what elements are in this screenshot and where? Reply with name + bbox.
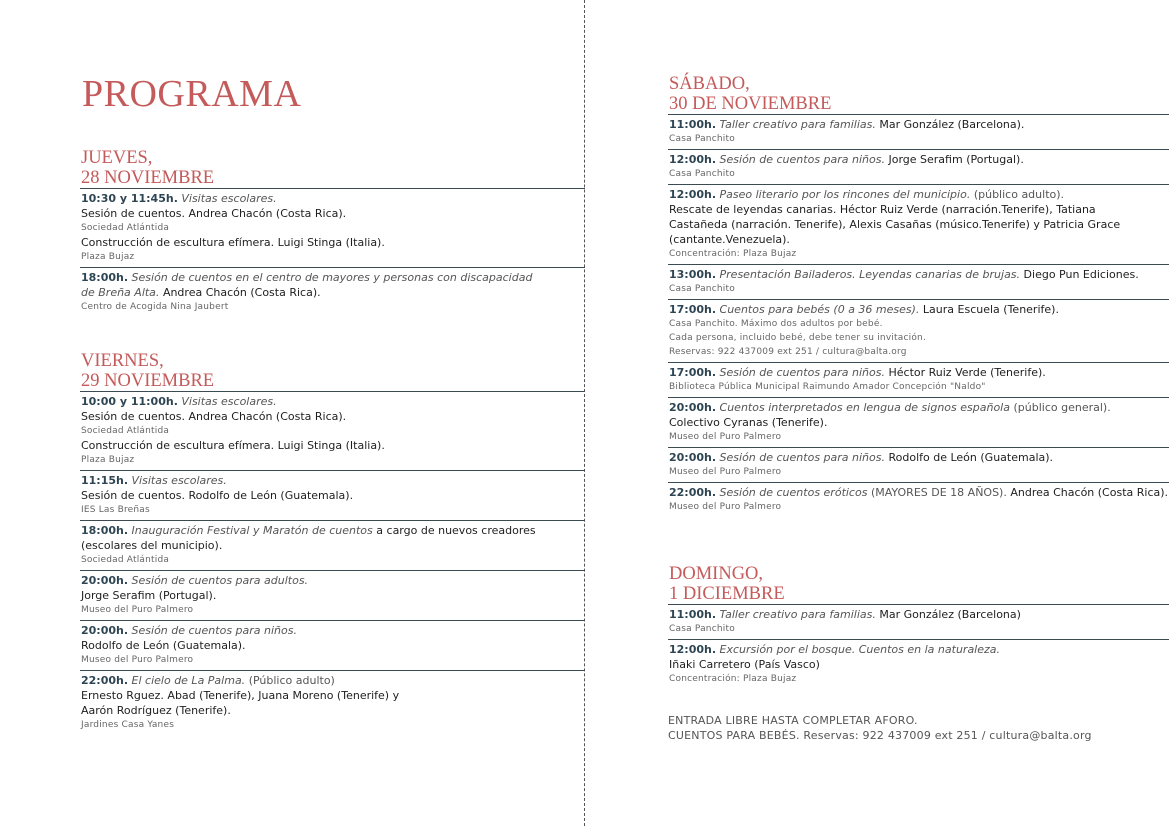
event-time: 13:00h.	[669, 268, 717, 281]
event-venue: Museo del Puro Palmero	[669, 432, 782, 442]
event-time: 18:00h.	[81, 271, 129, 284]
event-description: Rescate de leyendas canarias.	[669, 203, 837, 216]
event-performer: Colectivo Cyranas (Tenerife).	[669, 416, 828, 429]
event-note: (MAYORES DE 18 AÑOS).	[870, 486, 1007, 499]
event-activity: Visitas escolares.	[181, 395, 277, 408]
event-description: Sesión de cuentos.	[81, 207, 186, 220]
event-time: 12:00h.	[669, 188, 717, 201]
day-date: 30 DE NOVIEMBRE	[669, 94, 832, 114]
event-venue: Jardines Casa Yanes	[81, 720, 175, 730]
page-title: PROGRAMA	[82, 73, 302, 115]
event-item	[668, 114, 1169, 149]
event-item	[668, 639, 1169, 689]
event-performer: Andrea Chacón (Costa Rica).	[1010, 486, 1169, 499]
event-item	[80, 188, 585, 267]
event-performer: Héctor Ruiz Verde (Tenerife).	[888, 366, 1046, 379]
event-venue: Plaza Bujaz	[81, 252, 135, 262]
event-activity: Visitas escolares.	[131, 474, 227, 487]
event-activity: Excursión por el bosque. Cuentos en la naturaleza.	[719, 643, 1001, 656]
day-name: DOMINGO,	[669, 564, 764, 584]
event-item	[668, 299, 1169, 362]
day-domingo	[668, 564, 1169, 689]
event-note: (público general).	[1013, 401, 1111, 414]
event-activity: Taller creativo para familias.	[719, 118, 876, 131]
event-activity: Sesión de cuentos para niños.	[719, 153, 885, 166]
event-item	[668, 604, 1169, 639]
event-activity: Inauguración Festival y Maratón de cuentos	[131, 524, 373, 537]
event-activity: Sesión de cuentos para adultos.	[131, 574, 309, 587]
day-heading	[668, 564, 1169, 604]
event-venue: Casa Panchito	[669, 134, 735, 144]
day-name: VIERNES,	[81, 351, 164, 371]
event-performer: Castañeda (narración. Tenerife), Alexis Casañas (músico.Tenerife) y Patricia Grace	[669, 218, 1121, 231]
event-venue: Centro de Acogida Nina Jaubert	[81, 302, 229, 312]
event-performer: Jorge Serafim (Portugal).	[888, 153, 1024, 166]
event-reservation: Reservas: 922 437009 ext 251 / cultura@balta.org	[669, 347, 907, 357]
event-item	[668, 149, 1169, 184]
event-venue: IES Las Breñas	[81, 505, 150, 515]
event-venue: Concentración: Plaza Bujaz	[669, 249, 797, 259]
footer-line: ENTRADA LIBRE HASTA COMPLETAR AFORO.	[668, 714, 918, 727]
event-list	[668, 604, 1169, 689]
event-description: Construcción de escultura efímera.	[81, 439, 275, 452]
event-time: 18:00h.	[81, 524, 129, 537]
event-activity: Sesión de cuentos eróticos	[719, 486, 868, 499]
event-activity: Visitas escolares.	[181, 192, 277, 205]
event-venue: Casa Panchito	[669, 284, 735, 294]
event-time: 11:15h.	[81, 474, 129, 487]
event-performer: Rodolfo de León (Guatemala).	[81, 639, 246, 652]
event-activity: Sesión de cuentos en el centro de mayores y personas con discapacidad	[131, 271, 533, 284]
event-time: 11:00h.	[669, 118, 717, 131]
event-time: 20:00h.	[81, 624, 129, 637]
event-performer: Rodolfo de León (Guatemala).	[188, 489, 354, 502]
day-viernes	[80, 351, 585, 735]
event-item	[668, 264, 1169, 299]
event-time: 22:00h.	[669, 486, 717, 499]
event-performer: Mar González (Barcelona)	[879, 608, 1021, 621]
event-time: 12:00h.	[669, 153, 717, 166]
event-time: 17:00h.	[669, 366, 717, 379]
day-date: 29 NOVIEMBRE	[81, 371, 215, 391]
event-time: 20:00h.	[669, 451, 717, 464]
event-venue: Casa Panchito. Máximo dos adultos por bebé.	[669, 319, 883, 329]
event-list	[80, 188, 585, 317]
event-performer: Aarón Rodríguez (Tenerife).	[81, 704, 231, 717]
event-venue: Museo del Puro Palmero	[81, 655, 194, 665]
day-date: 28 NOVIEMBRE	[81, 168, 215, 188]
event-time: 10:30 y 11:45h.	[81, 192, 178, 205]
event-venue: Concentración: Plaza Bujaz	[669, 674, 797, 684]
event-description: Sesión de cuentos.	[81, 410, 186, 423]
event-activity: Sesión de cuentos para niños.	[131, 624, 297, 637]
event-venue: Sociedad Atlántida	[81, 426, 170, 436]
event-item	[80, 470, 585, 520]
event-list	[668, 114, 1169, 517]
event-item	[80, 391, 585, 470]
event-activity: Taller creativo para familias.	[719, 608, 876, 621]
event-time: 10:00 y 11:00h.	[81, 395, 178, 408]
event-performer: Ernesto Rguez. Abad (Tenerife), Juana Moreno (Tenerife) y	[81, 689, 400, 702]
event-item	[668, 397, 1169, 447]
event-performer: Andrea Chacón (Costa Rica).	[188, 410, 347, 423]
day-jueves	[80, 148, 585, 317]
event-time: 20:00h.	[81, 574, 129, 587]
event-performer: Diego Pun Ediciones.	[1023, 268, 1139, 281]
event-time: 20:00h.	[669, 401, 717, 414]
event-venue: Casa Panchito	[669, 169, 735, 179]
event-activity: Presentación Bailaderos. Leyendas canarias de brujas.	[719, 268, 1021, 281]
event-time: 17:00h.	[669, 303, 717, 316]
event-item	[80, 670, 585, 735]
event-performer: Luigi Stinga (Italia).	[277, 236, 385, 249]
event-item	[668, 184, 1169, 264]
event-note: (público adulto).	[973, 188, 1065, 201]
footer-notice	[668, 713, 1092, 743]
event-note: (Público adulto)	[248, 674, 335, 687]
event-performer: Rodolfo de León (Guatemala).	[888, 451, 1054, 464]
event-activity: Cuentos interpretados en lengua de signos española	[719, 401, 1010, 414]
event-activity: Sesión de cuentos para niños.	[719, 366, 885, 379]
event-activity: Sesión de cuentos para niños.	[719, 451, 885, 464]
event-time: 11:00h.	[669, 608, 717, 621]
event-time: 12:00h.	[669, 643, 717, 656]
event-venue: Museo del Puro Palmero	[669, 467, 782, 477]
event-description: Sesión de cuentos.	[81, 489, 186, 502]
event-performer: Jorge Serafim (Portugal).	[81, 589, 217, 602]
event-performer: Luigi Stinga (Italia).	[277, 439, 385, 452]
event-activity: de Breña Alta.	[81, 286, 160, 299]
event-description: (escolares del municipio).	[81, 539, 223, 552]
event-venue: Casa Panchito	[669, 624, 735, 634]
event-item	[668, 482, 1169, 517]
event-performer: Laura Escuela (Tenerife).	[922, 303, 1059, 316]
day-heading	[80, 148, 585, 188]
event-performer: Andrea Chacón (Costa Rica).	[162, 286, 321, 299]
event-time: 22:00h.	[81, 674, 129, 687]
day-name: SÁBADO,	[669, 74, 750, 94]
event-venue: Biblioteca Pública Municipal Raimundo Amador Concepción "Naldo"	[669, 382, 986, 392]
event-venue: Sociedad Atlántida	[81, 223, 170, 233]
event-performer: Héctor Ruiz Verde (narración.Tenerife), Tatiana	[839, 203, 1096, 216]
event-performer: Iñaki Carretero (País Vasco)	[669, 658, 820, 671]
event-item	[80, 620, 585, 670]
event-venue-note: Cada persona, incluido bebé, debe tener su invitación.	[669, 333, 927, 343]
event-performer: Mar González (Barcelona).	[879, 118, 1025, 131]
event-activity: Paseo literario por los rincones del municipio.	[719, 188, 971, 201]
event-venue: Plaza Bujaz	[81, 455, 135, 465]
event-description: a cargo de nuevos creadores	[376, 524, 536, 537]
event-item	[80, 520, 585, 570]
day-date: 1 DICIEMBRE	[669, 584, 785, 604]
event-list	[80, 391, 585, 735]
event-venue: Sociedad Atlántida	[81, 555, 170, 565]
event-activity: El cielo de La Palma.	[131, 674, 246, 687]
event-performer: Andrea Chacón (Costa Rica).	[188, 207, 347, 220]
day-heading	[668, 74, 1169, 114]
event-item	[668, 362, 1169, 397]
event-item	[668, 447, 1169, 482]
event-description: Construcción de escultura efímera.	[81, 236, 275, 249]
footer-line: CUENTOS PARA BEBÉS. Reservas: 922 437009 ext 251 / cultura@balta.org	[668, 729, 1092, 742]
event-item	[80, 570, 585, 620]
event-venue: Museo del Puro Palmero	[669, 502, 782, 512]
day-name: JUEVES,	[81, 148, 153, 168]
event-item	[80, 267, 585, 317]
event-performer: (cantante.Venezuela).	[669, 233, 790, 246]
day-sabado	[668, 74, 1169, 517]
day-heading	[80, 351, 585, 391]
event-venue: Museo del Puro Palmero	[81, 605, 194, 615]
event-activity: Cuentos para bebés (0 a 36 meses).	[719, 303, 920, 316]
